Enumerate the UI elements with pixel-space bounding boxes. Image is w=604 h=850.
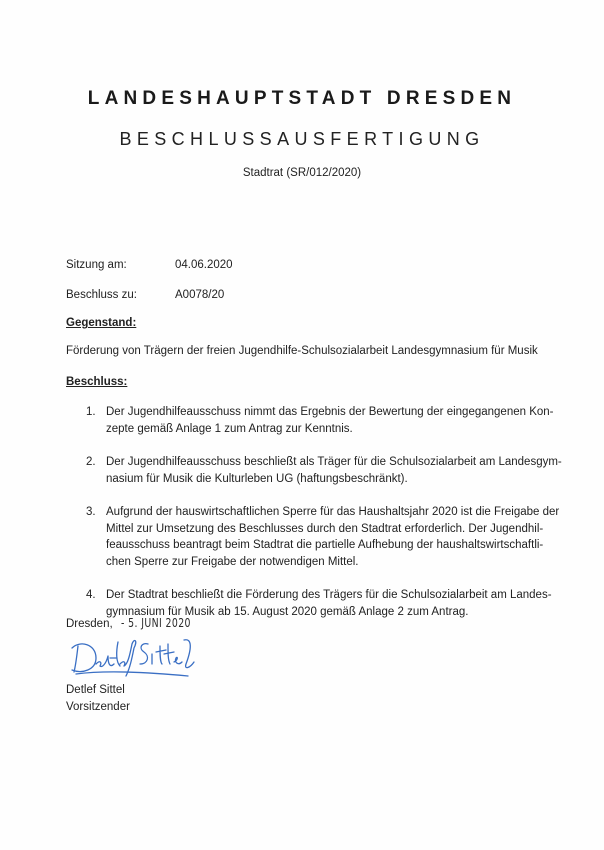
resolution-item	[66, 504, 558, 570]
session-row	[66, 259, 233, 271]
item-line: nasium für Musik die Kulturleben UG (haftungsbeschränkt).	[106, 472, 408, 485]
resolution-list	[66, 404, 562, 637]
authority-title: LANDESHAUPTSTADT DRESDEN	[87, 88, 517, 109]
resolution-heading: Beschluss:	[66, 376, 128, 388]
session-date: 04.06.2020	[175, 259, 233, 271]
place-date-row	[66, 614, 193, 632]
resolution-ref-label: Beschluss zu:	[66, 289, 137, 301]
document-type-title: BESCHLUSSAUSFERTIGUNG	[119, 129, 485, 149]
resolution-item	[66, 404, 558, 437]
resolution-item	[66, 454, 562, 487]
signature-stroke-etl	[96, 642, 120, 667]
signer-name: Detlef Sittel	[66, 684, 125, 696]
resolution-ref-value: A0078/20	[175, 289, 225, 301]
subject-text: Förderung von Trägern der freien Jugendhilfe-Schulsozialarbeit Landesgymnasium für Musik	[66, 345, 538, 357]
signature-underline	[76, 672, 188, 676]
item-line: Mittel zur Umsetzung des Beschlusses durch den Stadtrat erforderlich. Der Jugendhil-	[106, 522, 544, 535]
item-number: 2.	[86, 456, 96, 468]
date-stamp-wrapper	[121, 614, 193, 632]
item-line: zepte gemäß Anlage 1 zum Antrag zur Kenntnis.	[106, 422, 353, 435]
item-line: chen Sperre zur Freigabe der notwendigen Mittel.	[106, 555, 359, 568]
session-label: Sitzung am:	[66, 259, 127, 271]
item-number: 3.	[86, 506, 96, 518]
signature-stroke-s	[140, 644, 148, 664]
signer-role: Vorsitzender	[66, 701, 130, 713]
signature-stroke-d	[72, 644, 96, 672]
subject-heading: Gegenstand:	[66, 317, 137, 329]
item-number: 1.	[86, 406, 96, 418]
item-line: Der Jugendhilfeausschuss beschließt als Träger für die Schulsozialarbeit am Landesgym-	[106, 456, 562, 468]
item-line: gymnasium für Musik ab 15. August 2020 gemäß Anlage 2 zum Antrag.	[106, 605, 469, 618]
signature-image	[66, 636, 196, 682]
item-line: feausschuss beantragt beim Stadtrat die partielle Aufhebung der haushaltswirtschaftli-	[106, 539, 544, 551]
item-number: 4.	[86, 589, 96, 601]
signature-stroke-ittel	[152, 640, 194, 668]
item-line: Aufgrund der hauswirtschaftlichen Sperre für das Haushaltsjahr 2020 ist die Freigabe der	[106, 506, 560, 518]
item-line: Der Stadtrat beschließt die Förderung des Trägers für die Schulsozialarbeit am Landes-	[106, 589, 552, 601]
council-reference: Stadtrat (SR/012/2020)	[242, 167, 362, 179]
item-line: Der Jugendhilfeausschuss nimmt das Ergebnis der Bewertung der eingegangenen Kon-	[106, 406, 554, 418]
resolution-ref-row	[66, 289, 224, 301]
place-label: Dresden,	[66, 618, 113, 630]
signature-stroke-ef	[120, 641, 136, 676]
date-stamp: - 5. JUNI 2020	[120, 616, 191, 630]
